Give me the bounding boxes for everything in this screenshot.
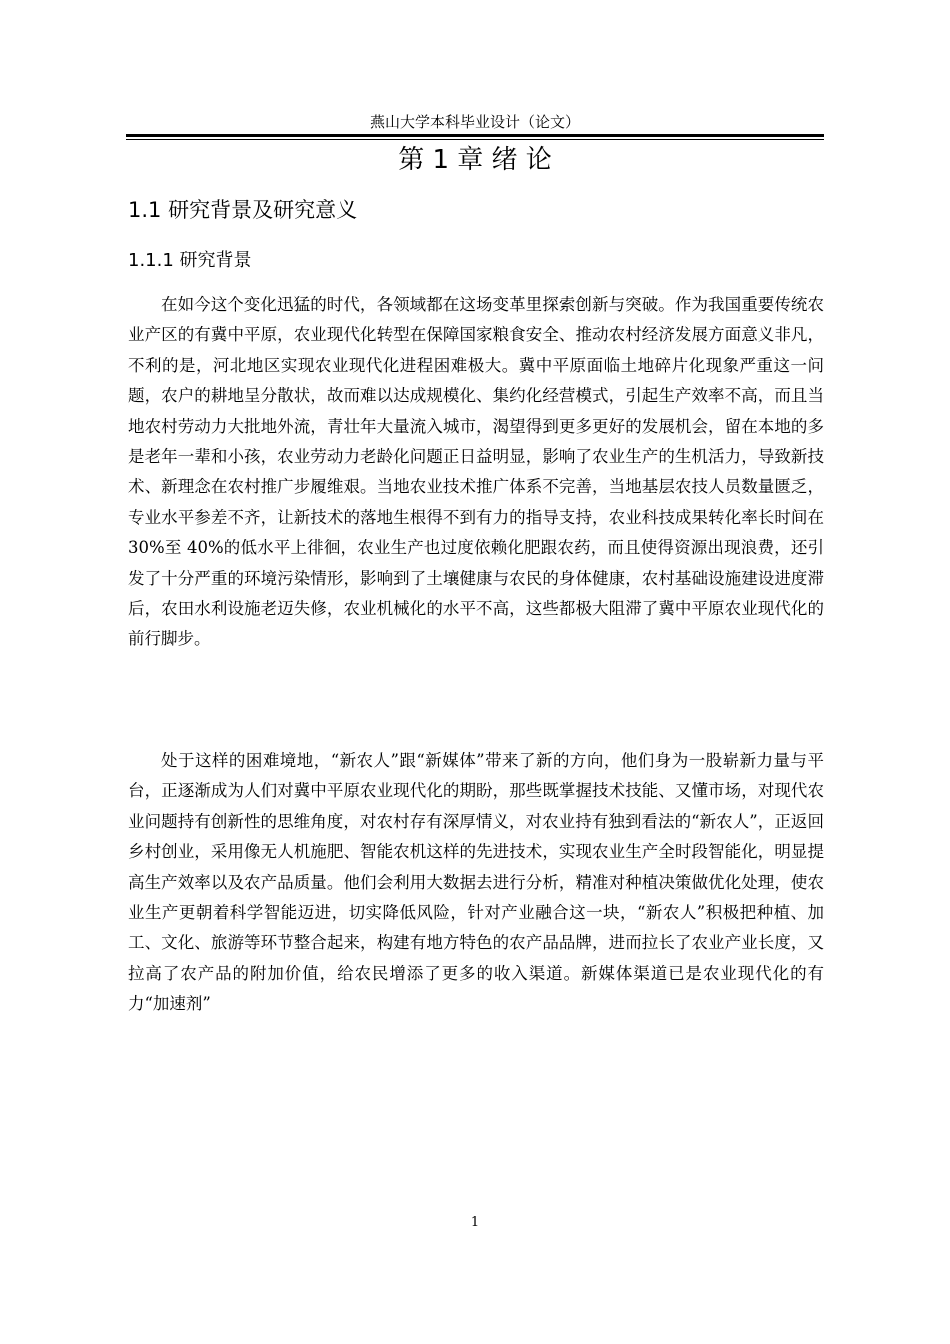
body-paragraph: 在如今这个变化迅猛的时代，各领域都在这场变革里探索创新与突破。作为我国重要传统农业产区的有冀中平原，农业现代化转型在保障国家粮食安全、推动农村经济发展方面意义非凡，不利的是，河北地区实现农业现代化进程困难极大。冀中平原面临土地碎片化现象严重这一问题，农户的耕地呈分散状，故而难以达成规模化、集约化经营模式，引起生产效率不高，而且当地农村劳动力大批地外流，青壮年大量流入城市，渴望得到更多更好的发展机会，留在本地的多是老年一辈和小孩，农业劳动力老龄化问题正日益明显，影响了农业生产的生机活力，导致新技术、新理念在农村推广步履维艰。当地农业技术推广体系不完善，当地基层农技人员数量匮乏，专业水平参差不齐，让新技术的落地生根得不到有力的指导支持，农业科技成果转化率长时间在 30%至 40%的低水平上徘徊，农业生产也过度依赖化肥跟农药，而且使得资源出现浪费，还引发了十分严重的环境污染情形，影响到了土壤健康与农民的身体健康，农村基础设施建设进度滞后，农田水利设施老迈失修，农业机械化的水平不高，这些都极大阻滞了冀中平原农业现代化的前行脚步。 (128, 295, 824, 649)
running-header: 燕山大学本科毕业设计（论文） (369, 113, 580, 131)
header-rule-thick (126, 134, 824, 137)
subsection-heading: 1.1.1 研究背景 (128, 250, 252, 271)
body-paragraph: 处于这样的困难境地，“新农人”跟“新媒体”带来了新的方向，他们身为一股崭新力量与平台，正逐渐成为人们对冀中平原农业现代化的期盼，那些既掌握技术技能、又懂市场，对现代农业问题持有创新性的思维角度，对农村存有深厚情义，对农业持有独到看法的“新农人”，正返回乡村创业，采用像无人机施肥、智能农机这样的先进技术，实现农业生产全时段智能化，明显提高生产效率以及农产品质量。他们会利用大数据去进行分析，精准对种植决策做优化处理，使农业生产更朝着科学智能迈进，切实降低风险，针对产业融合这一块，“新农人”积极把种植、加工、文化、旅游等环节整合起来，构建有地方特色的农产品品牌，进而拉长了农业产业长度，又拉高了农产品的附加价值，给农民增添了更多的收入渠道。新媒体渠道已是农业现代化的有力“加速剂” (128, 751, 824, 1014)
section-heading: 1.1 研究背景及研究意义 (128, 198, 358, 222)
chapter-title: 第 1 章 绪 论 (398, 145, 552, 175)
page-number: 1 (470, 1215, 480, 1230)
header-rule-thin (126, 139, 824, 140)
